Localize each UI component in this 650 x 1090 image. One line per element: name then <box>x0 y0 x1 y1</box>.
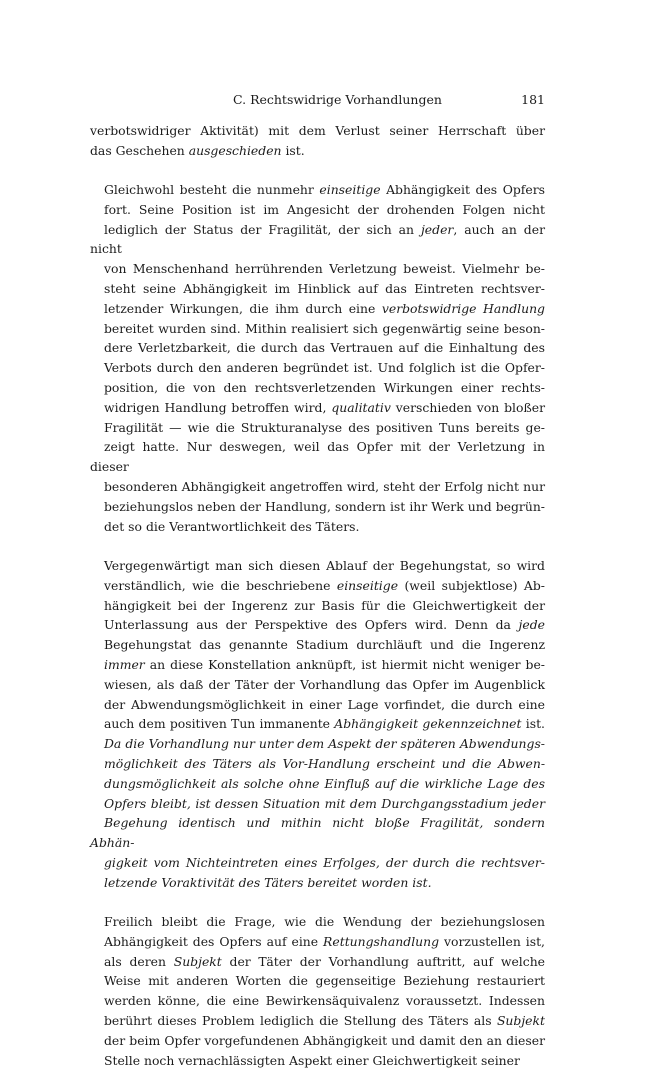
text-line: Begehung identisch und mithin nicht bloße Fragilität, sondern Abhän- <box>90 815 545 851</box>
paragraph-2 <box>90 180 545 536</box>
text-line: Freilich bleibt die Frage, wie die Wendung der beziehungslosen <box>104 913 545 929</box>
text-line: verbotswidriger Aktivität) mit dem Verlust seiner Herrschaft über <box>90 123 545 138</box>
text-line: dungsmöglichkeit als solche ohne Einfluß auf die wirkliche Lage des <box>104 775 545 791</box>
text-line: Opfers bleibt, ist dessen Situation mit dem Durchgangsstadium jeder <box>104 795 545 811</box>
text-line: von Menschenhand herrührenden Verletzung beweist. Vielmehr be- <box>104 261 545 277</box>
text-line: Fragilität — wie die Strukturanalyse des positiven Tuns bereits ge- <box>104 419 545 435</box>
text-line: das Geschehen ausgeschieden ist. <box>90 142 305 158</box>
text-line: letzender Wirkungen, die ihm durch eine verbotswidrige Handlung <box>104 300 545 316</box>
page-header <box>90 92 545 110</box>
paragraph-3 <box>90 556 545 893</box>
text-line: verständlich, wie die beschriebene einseitige (weil subjektlose) Ab- <box>104 577 545 593</box>
text-line: letzende Voraktivität des Täters bereitet worden ist. <box>104 874 432 890</box>
text-line: Weise mit anderen Worten die gegenseitige Beziehung restauriert <box>104 973 545 989</box>
text-line: lediglich der Status der Fragilität, der sich an jeder, auch an der nicht <box>90 221 545 257</box>
text-line: widrigen Handlung betroffen wird, qualitativ verschieden von bloßer <box>104 399 545 415</box>
text-line: hängigkeit bei der Ingerenz zur Basis für die Gleichwertigkeit der <box>104 597 545 613</box>
text-line: beziehungslos neben der Handlung, sondern ist ihr Werk und begrün- <box>104 498 545 514</box>
text-line: der Abwendungsmöglichkeit in einer Lage vorfindet, die durch eine <box>104 696 545 712</box>
text-line: dere Verletzbarkeit, die durch das Vertrauen auf die Einhaltung des <box>104 340 545 356</box>
text-line: besonderen Abhängigkeit angetroffen wird, steht der Erfolg nicht nur <box>104 479 545 495</box>
text-line: Da die Vorhandlung nur unter dem Aspekt der späteren Abwendungs- <box>104 736 545 752</box>
text-line: Verbots durch den anderen begründet ist. Und folglich ist die Opfer- <box>104 360 545 376</box>
text-line: fort. Seine Position ist im Angesicht der drohenden Folgen nicht <box>104 201 545 217</box>
text-line: Gleichwohl besteht die nunmehr einseitige Abhängigkeit des Opfers <box>104 182 545 198</box>
text-line: Begehungstat das genannte Stadium durchläuft und die Ingerenz <box>104 637 545 653</box>
paragraph-4 <box>90 912 545 1070</box>
text-line: steht seine Abhängigkeit im Hinblick auf das Eintreten rechtsver- <box>104 281 545 297</box>
text-line: Unterlassung aus der Perspektive des Opfers wird. Denn da jede <box>104 617 545 633</box>
text-line: werden könne, die eine Bewirkensäquivalenz voraussetzt. Indessen <box>104 993 545 1009</box>
paragraph-1 <box>90 121 545 161</box>
text-line: det so die Verantwortlichkeit des Täters. <box>104 518 360 534</box>
text-line: Stelle noch vernachlässigten Aspekt einer Gleichwertigkeit seiner <box>104 1052 520 1068</box>
text-line: Vergegenwärtigt man sich diesen Ablauf der Begehungstat, so wird <box>104 557 545 573</box>
text-line: der beim Opfer vorgefundenen Abhängigkeit und damit den an dieser <box>104 1032 545 1048</box>
text-line: möglichkeit des Täters als Vor-Handlung erscheint und die Abwen- <box>104 755 545 771</box>
text-line: immer an diese Konstellation anknüpft, ist hiermit nicht weniger be- <box>104 656 545 672</box>
text-line: position, die von den rechtsverletzenden Wirkungen einer rechts- <box>104 380 545 396</box>
text-line: wiesen, als daß der Täter der Vorhandlung das Opfer im Augenblick <box>104 676 545 692</box>
text-line: zeigt hatte. Nur deswegen, weil das Opfer mit der Verletzung in dieser <box>90 439 545 475</box>
text-line: berührt dieses Problem lediglich die Stellung des Täters als Subjekt <box>104 1012 545 1028</box>
text-line: Abhängigkeit des Opfers auf eine Rettungshandlung vorzustellen ist, <box>104 933 545 949</box>
text-line: gigkeit vom Nichteintreten eines Erfolges, der durch die rechtsver- <box>104 854 545 870</box>
page-number: 181 <box>521 92 545 107</box>
text-line: bereitet wurden sind. Mithin realisiert sich gegenwärtig seine beson- <box>104 320 545 336</box>
text-line: auch dem positiven Tun immanente Abhängigkeit gekennzeichnet ist. <box>104 716 545 732</box>
body-text <box>90 121 545 1090</box>
running-head: C. Rechtswidrige Vorhandlungen <box>233 92 442 107</box>
text-line: als deren Subjekt der Täter der Vorhandlung auftritt, auf welche <box>104 953 546 969</box>
